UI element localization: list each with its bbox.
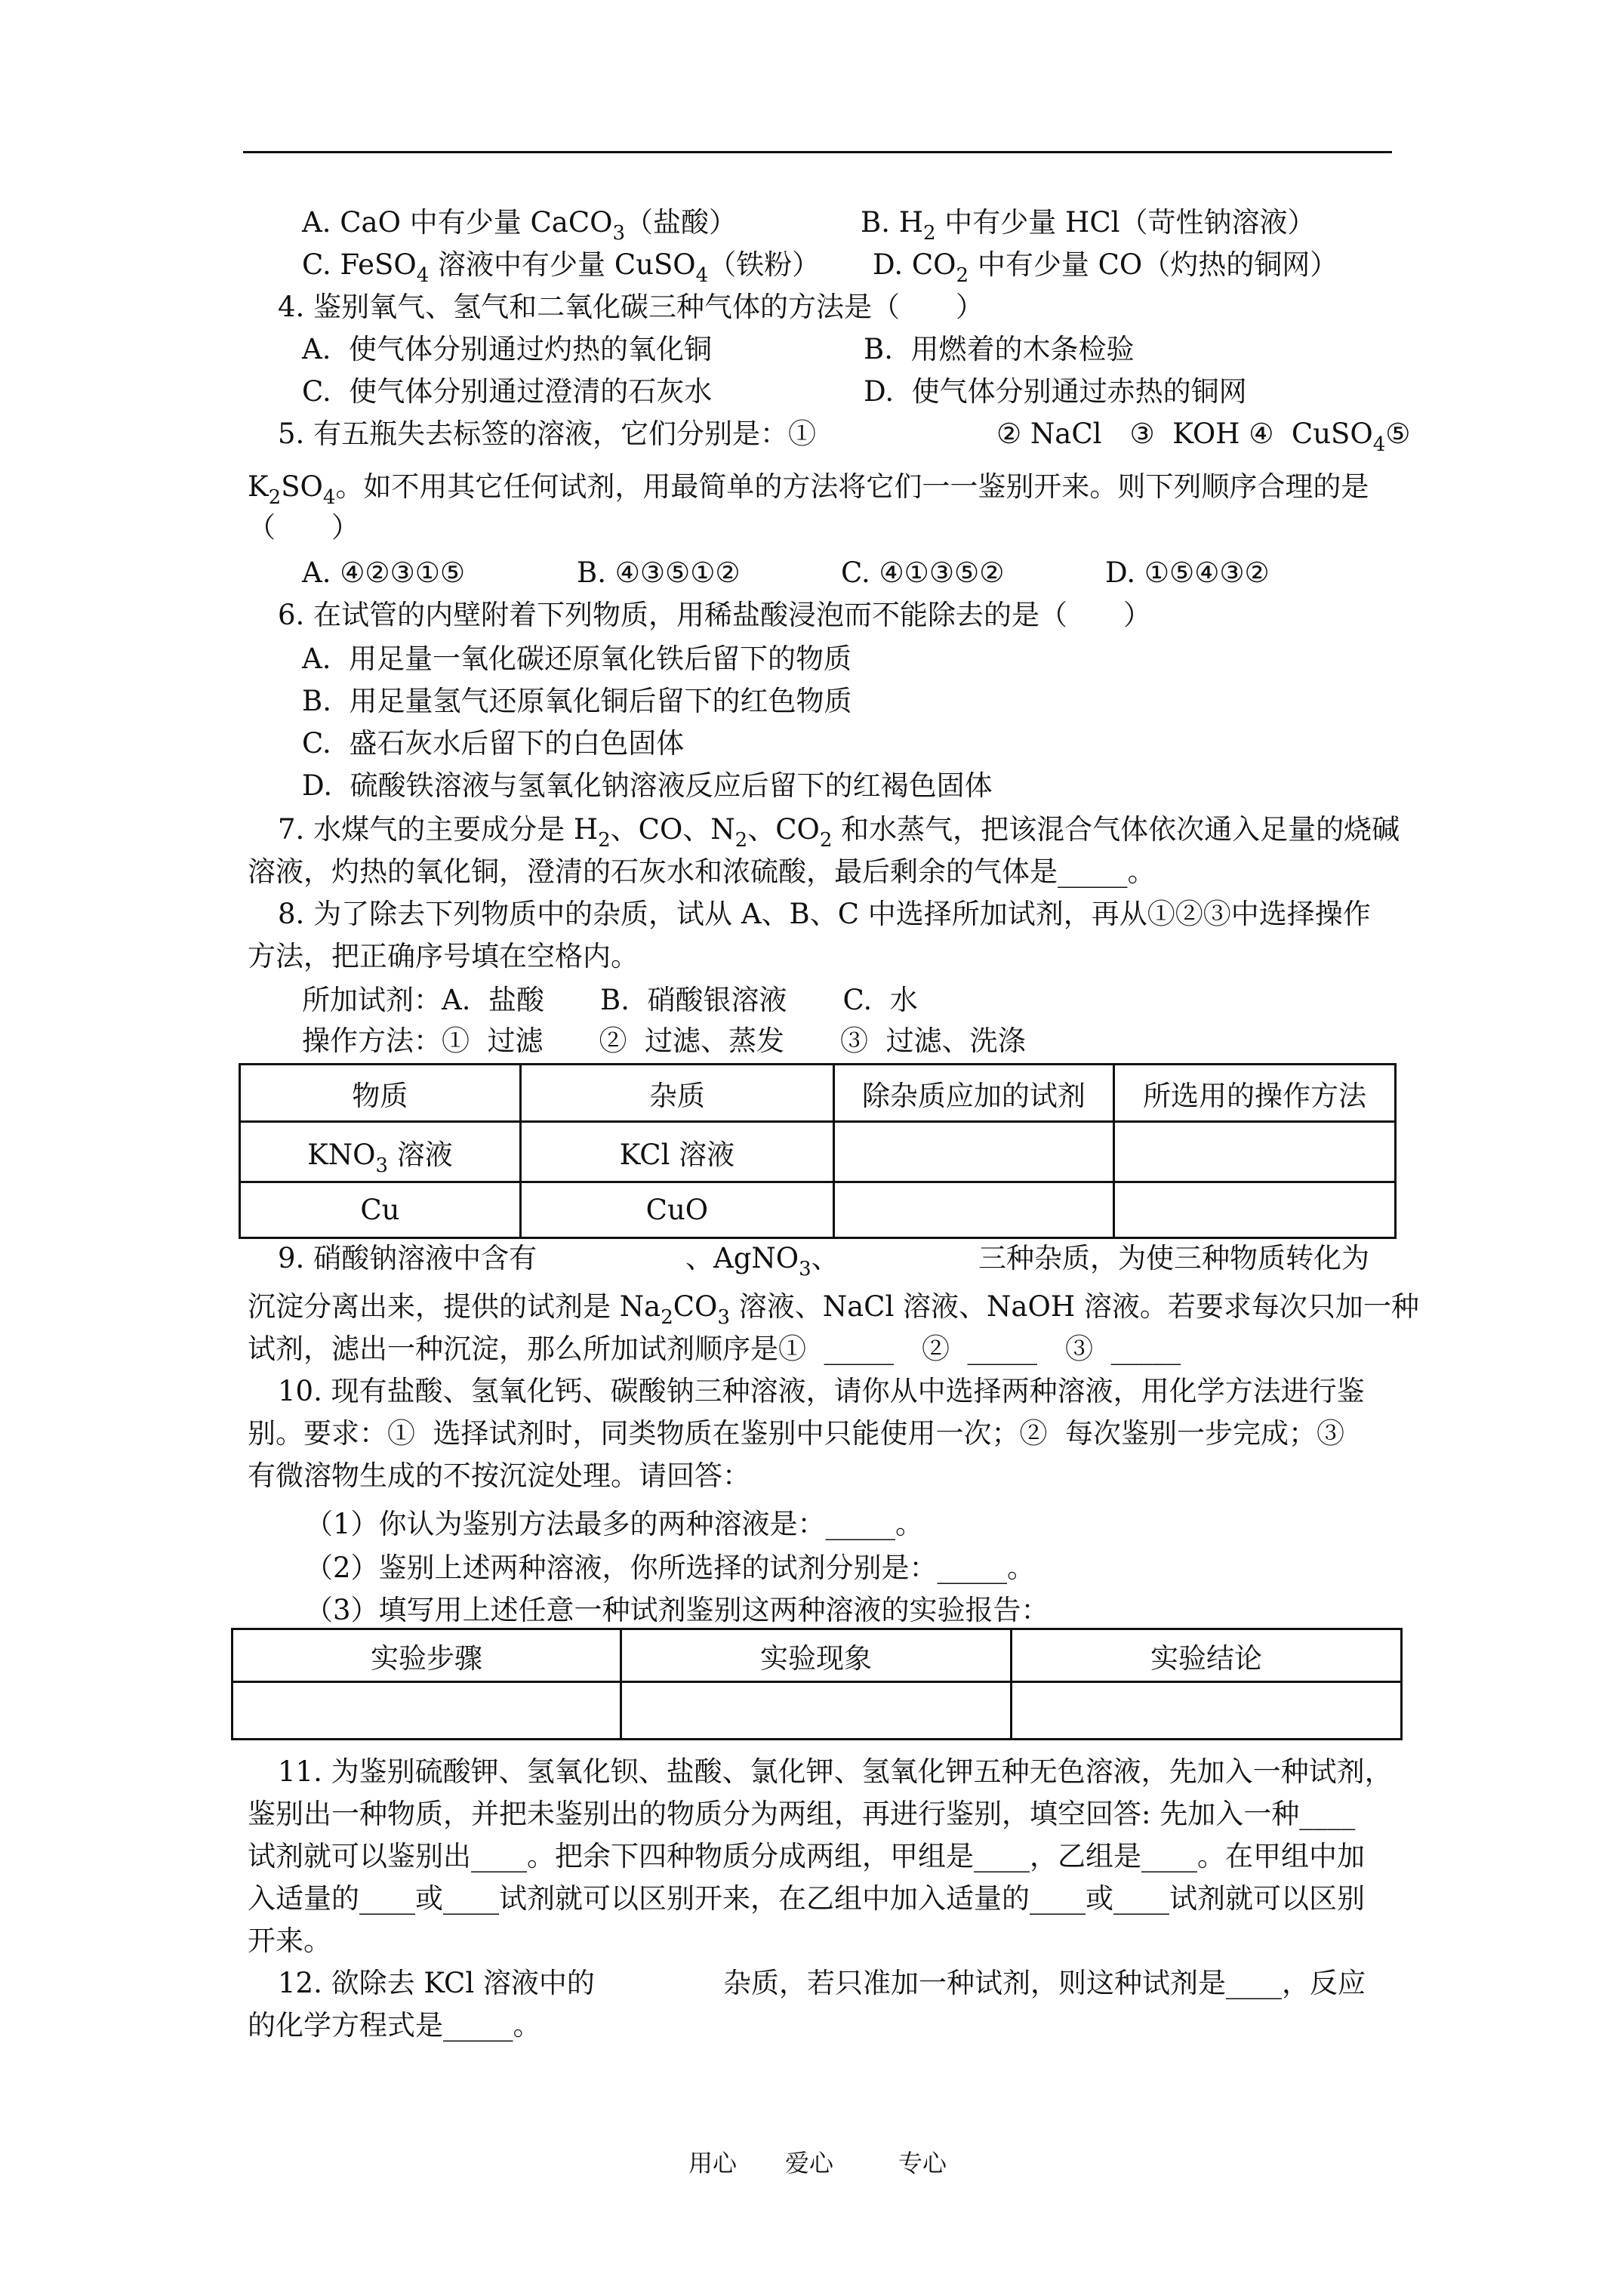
q11-line5: 开来。 — [248, 1925, 331, 1957]
q11-line1: 11. 为鉴别硫酸钾、氢氧化钡、盐酸、氯化钾、氢氧化钾五种无色溶液，先加入一种试剂， — [278, 1755, 1393, 1788]
q5-option-b: B. ④③⑤①② — [577, 556, 741, 589]
footer-text-2: 爱心 — [785, 2149, 834, 2177]
q10-report-table — [231, 1628, 1403, 1740]
q4-option-a: A. 使气体分别通过灼热的氧化铜 — [302, 333, 713, 365]
q3-option-d: D. $CO_2$ 中有少量 CO（灼热的铜网） — [873, 248, 1338, 287]
q3-option-c: C. FeSO$_4$ 溶液中有少量 CuSO$_4$（铁粉） — [302, 248, 821, 287]
table-row — [233, 1682, 1402, 1740]
answer-cell[interactable] — [1113, 1122, 1395, 1182]
answer-cell[interactable] — [621, 1682, 1012, 1740]
q5-option-c: C. ④①③⑤② — [841, 556, 1005, 589]
table-header-cell: 所选用的操作方法 — [1113, 1065, 1395, 1122]
answer-cell[interactable] — [1113, 1182, 1395, 1238]
q10-part1: （1）你认为鉴别方法最多的两种溶液是：_____。 — [305, 1508, 924, 1540]
q6-option-c: C. 盛石灰水后留下的白色固体 — [302, 727, 685, 760]
q9-line3: 试剂，滤出一种沉淀，那么所加试剂顺序是① _____ ② _____ ③ _____ — [248, 1333, 1181, 1365]
table-header-cell: 实验结论 — [1011, 1629, 1401, 1682]
q8-line1: 8. 为了除去下列物质中的杂质，试从 A、B、C 中选择所加试剂，再从①②③中选择操作 — [278, 898, 1371, 930]
table-cell: Cu — [240, 1182, 521, 1238]
table-header-row — [233, 1629, 1402, 1682]
q9-line1-end: 三种杂质，为使三种物质转化为 — [978, 1242, 1369, 1274]
q11-line3: 试剂就可以鉴别出____。把余下四种物质分成两组，甲组是____，乙组是____。在甲组中加 — [248, 1840, 1365, 1872]
q5-option-a: A. ④②③①⑤ — [302, 556, 466, 589]
answer-cell[interactable] — [833, 1182, 1113, 1238]
q10-part2: （2）鉴别上述两种溶液，你所选择的试剂分别是：_____。 — [305, 1552, 1036, 1584]
q5-stem: 5. 有五瓶失去标签的溶液，它们分别是：① — [278, 418, 817, 450]
table-header-cell: 物质 — [240, 1065, 521, 1122]
q4-option-c: C. 使气体分别通过澄清的石灰水 — [302, 375, 713, 408]
q4-option-d: D. 使气体分别通过赤热的铜网 — [864, 375, 1247, 408]
table-cell: CuO — [520, 1182, 833, 1238]
q3-option-a: A. CaO 中有少量 CaCO$_3$（盐酸） — [302, 206, 738, 245]
q12-line2: 的化学方程式是_____。 — [248, 2009, 541, 2042]
table-header-cell: 除杂质应加的试剂 — [833, 1065, 1113, 1122]
q10-line3: 有微溶物生成的不按沉淀处理。请回答： — [248, 1459, 750, 1492]
q5-stem-tail: ② NaCl ③ KOH ④ CuSO$_4$⑤ — [996, 418, 1411, 456]
q5-line3: （ ） — [248, 511, 359, 544]
q10-line1: 10. 现有盐酸、氢氧化钙、碳酸钠三种溶液，请你从中选择两种溶液，用化学方法进行鉴 — [278, 1375, 1365, 1407]
q12-line1-end: 杂质，若只准加一种试剂，则这种试剂是____，反应 — [723, 1967, 1366, 1999]
q11-line4: 入适量的____或____试剂就可以区别开来，在乙组中加入适量的____或____试剂就可以区别 — [248, 1882, 1365, 1915]
q6-stem: 6. 在试管的内壁附着下列物质，用稀盐酸浸泡而不能除去的是（ ） — [278, 599, 1152, 631]
q6-option-d: D. 硫酸铁溶液与氢氧化钠溶液反应后留下的红褐色固体 — [302, 769, 993, 802]
table-header-cell: 实验现象 — [621, 1629, 1012, 1682]
q9-line1-mid: 、AgNO$_3$、 — [685, 1242, 839, 1281]
q4-option-b: B. 用燃着的木条检验 — [864, 333, 1135, 365]
answer-cell[interactable] — [833, 1122, 1113, 1182]
q9-line1-start: 9. 硝酸钠溶液中含有 — [278, 1242, 537, 1274]
q10-part3: （3）填写用上述任意一种试剂鉴别这两种溶液的实验报告： — [305, 1594, 1049, 1626]
q6-option-b: B. 用足量氢气还原氧化铜后留下的红色物质 — [302, 685, 852, 717]
q8-table — [239, 1063, 1397, 1239]
q6-option-a: A. 用足量一氧化碳还原氧化铁后留下的物质 — [302, 643, 852, 675]
table-row — [240, 1182, 1396, 1238]
q11-line2: 鉴别出一种物质，并把未鉴别出的物质分为两组，再进行鉴别，填空回答: 先加入一种____ — [248, 1798, 1356, 1830]
q10-line2: 别。要求：① 选择试剂时，同类物质在鉴别中只能使用一次；② 每次鉴别一步完成；③ — [248, 1417, 1345, 1450]
q7-line1: 7. 水煤气的主要成分是 $H_2$、CO、$N_2$、$CO_2$ 和水蒸气，把该混合气体依次通入足量的烧碱 — [278, 813, 1400, 852]
answer-cell[interactable] — [233, 1682, 621, 1740]
table-header-cell: 实验步骤 — [233, 1629, 621, 1682]
q7-line2: 溶液，灼热的氧化铜，澄清的石灰水和浓硫酸，最后剩余的气体是_____。 — [248, 855, 1156, 888]
q9-line2: 沉淀分离出来，提供的试剂是 $Na_2CO_3$ 溶液、NaCl 溶液、NaOH 溶液。若要求每次只加一种 — [248, 1290, 1419, 1329]
q3-option-b: B. $H_2$ 中有少量 HCl（苛性钠溶液） — [861, 206, 1316, 245]
header-rule — [243, 151, 1392, 153]
q5-option-d: D. ①⑤④③② — [1105, 556, 1270, 589]
answer-cell[interactable] — [1011, 1682, 1401, 1740]
table-cell: KCl 溶液 — [520, 1122, 833, 1182]
q8-methods: 操作方法：① 过滤 ② 过滤、蒸发 ③ 过滤、洗涤 — [302, 1025, 1026, 1057]
table-row — [240, 1122, 1396, 1182]
footer-text-3: 专心 — [898, 2149, 947, 2177]
table-cell: $KNO_3$ 溶液 — [240, 1122, 521, 1182]
q8-line2: 方法，把正确序号填在空格内。 — [248, 940, 639, 972]
table-header-cell: 杂质 — [520, 1065, 833, 1122]
q8-reagents: 所加试剂：A. 盐酸 B. 硝酸银溶液 C. 水 — [302, 984, 918, 1016]
footer-text-1: 用心 — [688, 2149, 738, 2177]
table-header-row — [240, 1065, 1396, 1122]
q12-line1-start: 12. 欲除去 KCl 溶液中的 — [278, 1967, 595, 1999]
q5-line2: $K_2SO_4$。如不用其它任何试剂，用最简单的方法将它们一一鉴别开来。则下列顺序合理的是 — [248, 470, 1369, 509]
q4-stem: 4. 鉴别氧气、氢气和二氧化碳三种气体的方法是（ ） — [278, 291, 984, 323]
